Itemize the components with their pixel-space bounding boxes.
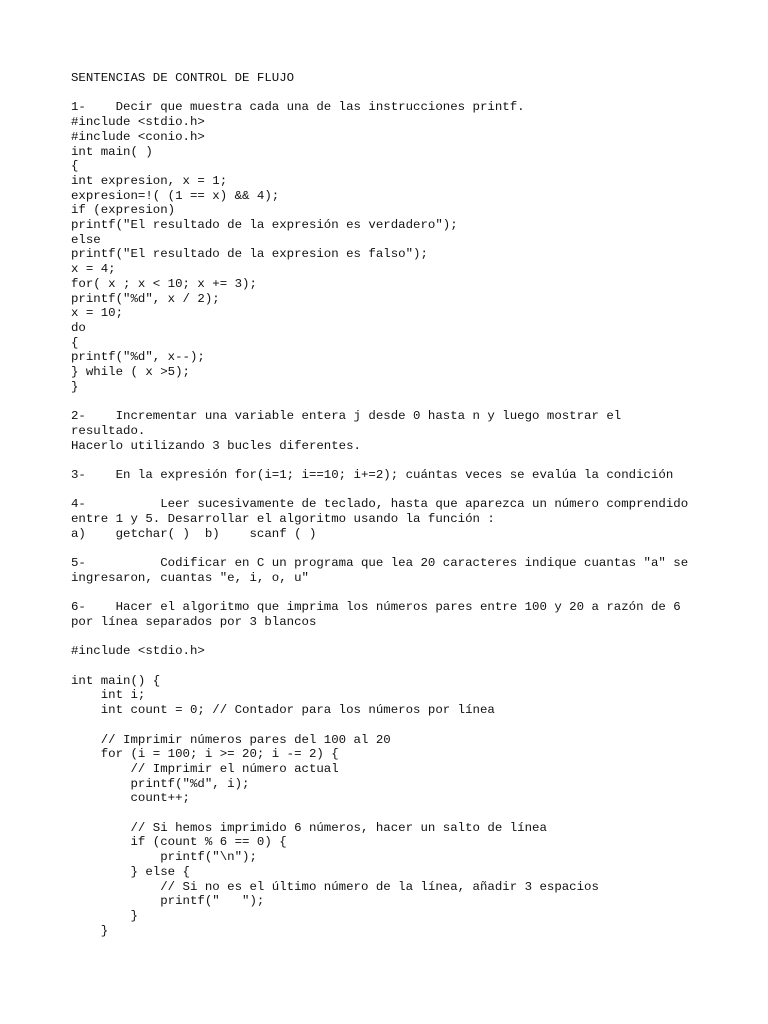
text-line: printf("%d", x / 2);: [71, 291, 220, 306]
text-line: x = 4;: [71, 262, 116, 277]
text-line: }: [71, 379, 79, 394]
text-line: int main() {: [71, 673, 161, 688]
text-line: [71, 586, 731, 601]
text-line: printf("%d", i);: [71, 776, 250, 791]
text-line: expresion=!( (1 == x) && 4);: [71, 188, 280, 203]
text-line: ingresaron, cuantas "e, i, o, u": [71, 570, 309, 585]
text-line: // Si hemos imprimido 6 números, hacer un salto de línea: [71, 820, 547, 835]
text-line: count++;: [71, 791, 190, 806]
text-line: x = 10;: [71, 306, 124, 321]
text-line: printf("El resultado de la expresión es verdadero");: [71, 218, 458, 233]
text-line: [71, 86, 731, 101]
text-line: #include <stdio.h>: [71, 115, 205, 130]
text-line: // Si no es el último número de la línea, añadir 3 espacios: [71, 879, 599, 894]
text-line: [71, 453, 731, 468]
text-line: printf("\n");: [71, 850, 257, 865]
text-line: 2- Incrementar una variable entera j desde 0 hasta n y luego mostrar el: [71, 409, 622, 424]
text-line: int count = 0; // Contador para los números por línea: [71, 703, 495, 718]
text-line: a) getchar( ) b) scanf ( ): [71, 526, 317, 541]
text-line: {: [71, 335, 79, 350]
text-line: Hacerlo utilizando 3 bucles diferentes.: [71, 438, 361, 453]
text-line: if (expresion): [71, 203, 176, 218]
text-line: [71, 541, 731, 556]
text-line: #include <stdio.h>: [71, 644, 205, 659]
text-line: [71, 806, 731, 821]
text-line: [71, 659, 731, 674]
text-line: [71, 394, 731, 409]
text-line: [71, 718, 731, 733]
text-line: [71, 630, 731, 645]
document-text: [71, 71, 731, 938]
text-line: // Imprimir el número actual: [71, 761, 339, 776]
text-line: // Imprimir números pares del 100 al 20: [71, 732, 391, 747]
text-line: for( x ; x < 10; x += 3);: [71, 276, 257, 291]
text-line: 1- Decir que muestra cada una de las instrucciones printf.: [71, 100, 525, 115]
text-line: else: [71, 232, 101, 247]
text-line: } else {: [71, 864, 190, 879]
text-line: if (count % 6 == 0) {: [71, 835, 287, 850]
text-line: } while ( x >5);: [71, 365, 190, 380]
text-line: do: [71, 320, 86, 335]
text-line: 3- En la expresión for(i=1; i==10; i+=2); cuántas veces se evalúa la condición: [71, 467, 674, 482]
text-line: entre 1 y 5. Desarrollar el algoritmo usando la función :: [71, 512, 495, 527]
text-line: 5- Codificar en C un programa que lea 20 caracteres indique cuantas "a" se: [71, 556, 689, 571]
text-line: int i;: [71, 688, 146, 703]
text-line: printf("El resultado de la expresion es falso");: [71, 247, 428, 262]
text-line: [71, 483, 731, 498]
text-line: #include <conio.h>: [71, 129, 205, 144]
text-line: 4- Leer sucesivamente de teclado, hasta que aparezca un número comprendido: [71, 497, 689, 512]
text-line: int main( ): [71, 144, 153, 159]
text-line: 6- Hacer el algoritmo que imprima los números pares entre 100 y 20 a razón de 6: [71, 600, 681, 615]
text-line: printf(" ");: [71, 894, 265, 909]
text-line: }: [71, 923, 109, 938]
text-line: printf("%d", x--);: [71, 350, 205, 365]
text-line: por línea separados por 3 blancos: [71, 614, 317, 629]
text-line: resultado.: [71, 423, 146, 438]
text-line: {: [71, 159, 79, 174]
text-line: SENTENCIAS DE CONTROL DE FLUJO: [71, 71, 295, 85]
text-line: }: [71, 908, 138, 923]
text-line: for (i = 100; i >= 20; i -= 2) {: [71, 747, 339, 762]
text-line: int expresion, x = 1;: [71, 173, 228, 188]
